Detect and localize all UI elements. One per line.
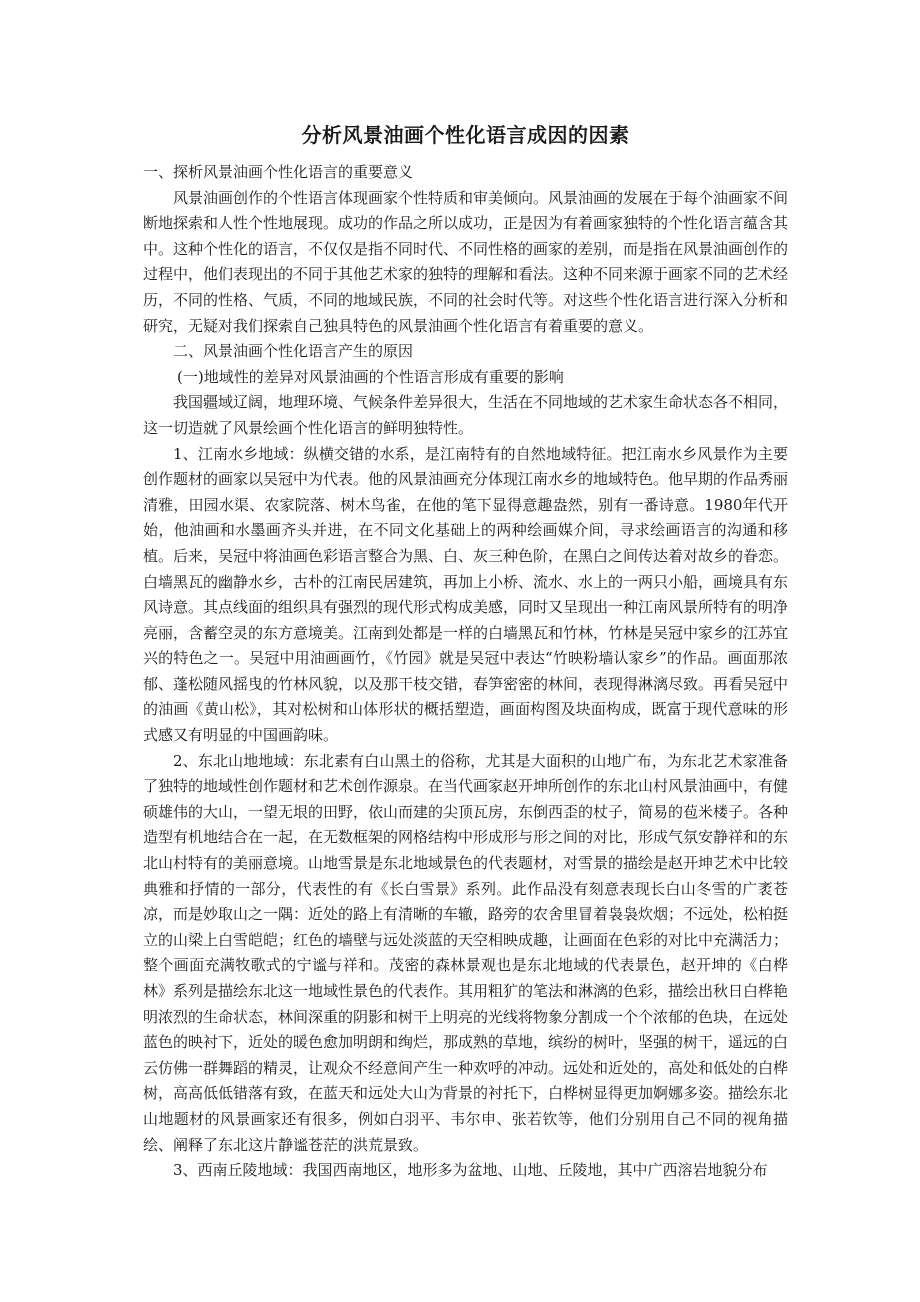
paragraph-4: 2、东北山地地域：东北素有白山黑土的俗称，尤其是大面积的山地广布，为东北艺术家准备了独特的地域性创作题材和艺术创作源泉。在当代画家赵开坤所创作的东北山村风景油画中，有健硕雄伟的大山，一望无垠的田野，依山而建的尖顶瓦房，东倒西歪的杖子，简易的苞米楼子。各种造型有机地结合在一起，在无数框架的网格结构中形成形与形之间的对比，形成气氛安静祥和的东北山村特有的美丽意境。山地雪景是东北地域景色的代表题材，对雪景的描绘是赵开坤艺术中比较典雅和抒情的一部分，代表性的有《长白雪景》系列。此作品没有刻意表现长白山冬雪的广袤苍凉，而是妙取山之一隅：近处的路上有清晰的车辙，路旁的农舍里冒着袅袅炊烟；不远处，松柏挺立的山梁上白雪皑皑；红色的墙壁与远处淡蓝的天空相映成趣，让画面在色彩的对比中充满活力；整个画面充满牧歌式的宁谧与祥和。茂密的森林景观也是东北地域的代表景色，赵开坤的《白桦林》系列是描绘东北这一地域性景色的代表作。其用粗犷的笔法和淋漓的色彩，描绘出秋日白桦艳明浓烈的生命状态，林间深重的阴影和树干上明亮的光线将物象分割成一个个浓郁的色块，在远处蓝色的映衬下，近处的暖色愈加明朗和绚烂，那成熟的草地，缤纷的树叶，坚强的树干，遥远的白云仿佛一群舞蹈的精灵，让观众不经意间产生一种欢呼的冲动。远处和近处的，高处和低处的白桦树，高高低低错落有致，在蓝天和远处大山为背景的衬托下，白桦树显得更加婀娜多姿。描绘东北山地题材的风景画家还有很多，例如白羽平、韦尔申、张若钦等，他们分别用自己不同的视角描绘、阐释了东北这片静谧苍茫的洪荒景致。 (143, 751, 789, 1154)
subsection-heading-1: (一)地域性的差异对风景油画的个性语言形成有重要的影响 (177, 367, 564, 386)
section-heading-1: 一、探析风景油画个性化语言的重要意义 (143, 163, 414, 181)
paragraph-3: 1、江南水乡地域：纵横交错的水系，是江南特有的自然地域特征。把江南水乡风景作为主要创作题材的画家以吴冠中为代表。他的风景油画充分体现江南水乡的地域特色。他早期的作品秀丽清雅，田园水渠、农家院落、树木鸟雀，在他的笔下显得意趣盎然，别有一番诗意。1980年代开始，他油画和水墨画齐头并进，在不同文化基础上的两种绘画媒介间，寻求绘画语言的沟通和移植。后来，吴冠中将油画色彩语言整合为黑、白、灰三种色阶，在黑白之间传达着对故乡的眷恋。白墙黑瓦的幽静水乡，古朴的江南民居建筑，再加上小桥、流水、水上的一两只小船，画境具有东风诗意。其点线面的组织具有强烈的现代形式构成美感，同时又呈现出一种江南风景所特有的明净亮丽，含蓄空灵的东方意境美。江南到处都是一样的白墙黑瓦和竹林，竹林是吴冠中家乡的江苏宜兴的特色之一。吴冠中用油画画竹，《竹园》就是吴冠中表达“竹映粉墙认家乡”的作品。画面那浓郁、蓬松随风摇曳的竹林风貌，以及那干枝交错，春笋密密的林间，表现得淋漓尽致。再看吴冠中的油画《黄山松》，其对松树和山体形状的概括塑造，画面构图及块面构成，既富于现代意味的形式感又有明显的中国画韵味。 (143, 444, 789, 745)
paragraph-2: 我国疆域辽阔，地理环境、气候条件差异很大，生活在不同地域的艺术家生命状态各不相同，这一切造就了风景绘画个性化语言的鲜明独特性。 (143, 393, 789, 437)
paragraph-5: 3、西南丘陵地域：我国西南地区，地形多为盆地、山地、丘陵地，其中广西溶岩地貌分布 (173, 1161, 768, 1180)
paragraph-1: 风景油画创作的个性语言体现画家个性特质和审美倾向。风景油画的发展在于每个油画家不间断地探索和人性个性地展现。成功的作品之所以成功，正是因为有着画家独特的个性化语言蕴含其中。这种个性化的语言，不仅仅是指不同时代、不同性格的画家的差别，而是指在风景油画创作的过程中，他们表现出的不同于其他艺术家的独特的理解和看法。这种不同来源于画家不同的艺术经历，不同的性格、气质，不同的地域民族，不同的社会时代等。对这些个性化语言进行深入分析和研究，无疑对我们探索自己独具特色的风景油画个性化语言有着重要的意义。 (143, 188, 789, 335)
document-title: 分析风景油画个性化语言成因的因素 (301, 123, 630, 147)
document-page (143, 120, 788, 1184)
section-heading-2: 二、风景油画个性化语言产生的原因 (173, 342, 414, 361)
